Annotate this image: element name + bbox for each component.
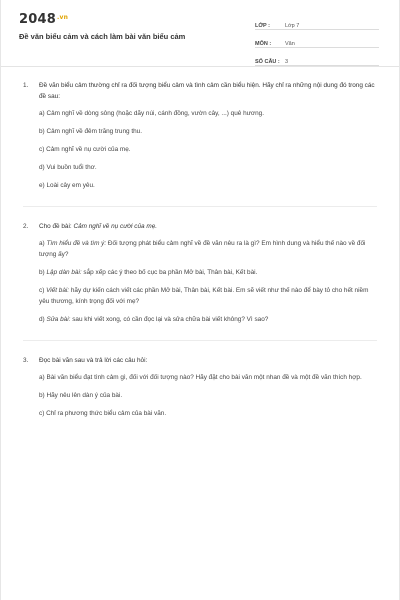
question-text-prefix: Cho đề bài: <box>39 223 74 230</box>
question-item: b) Hãy nêu lên dàn ý của bài. <box>39 392 123 399</box>
meta-label: LỚP : <box>255 23 270 29</box>
question-number: 3. <box>23 357 29 364</box>
question-item <box>39 267 377 278</box>
question-number: 2. <box>23 223 29 230</box>
meta-label: SỐ CÂU : <box>255 59 280 65</box>
item-text: sắp xếp các ý theo bố cục ba phần Mở bài, Thân bài, Kết bài. <box>81 269 258 276</box>
item-keyword: Viết bài: <box>46 287 70 294</box>
question-item: b) Cảm nghĩ về đêm trăng trung thu. <box>39 128 143 135</box>
question-3 <box>23 355 377 426</box>
logo-text: 2048 <box>19 12 56 27</box>
question-item <box>39 314 377 325</box>
header-divider <box>1 66 399 67</box>
item-prefix: c) <box>39 287 47 294</box>
question-text-topic: Cảm nghĩ về nụ cười của mẹ. <box>73 223 158 230</box>
question-item: c) Cảm nghĩ về nụ cười của mẹ. <box>39 146 131 153</box>
question-item: a) Cảm nghĩ về dòng sông (hoặc dãy núi, cánh đồng, vườn cây, ...) quê hương. <box>39 110 265 117</box>
question-number: 1. <box>23 82 29 89</box>
question-text <box>39 221 377 232</box>
question-body <box>39 355 377 426</box>
item-text: sau khi viết xong, có cần đọc lại và sửa chữa bài viết không? Vì sao? <box>70 316 269 323</box>
meta-panel <box>255 14 379 68</box>
document-title: Đề văn biểu cảm và cách làm bài văn biểu cảm <box>19 32 186 41</box>
meta-row-class <box>255 14 379 30</box>
question-2 <box>23 221 377 332</box>
item-keyword: Tìm hiểu đề và tìm ý: <box>46 240 107 247</box>
question-body <box>39 80 377 198</box>
question-1 <box>23 80 377 198</box>
question-text: Đọc bài văn sau và trả lời các câu hỏi: <box>39 357 148 364</box>
header <box>1 0 399 68</box>
item-prefix: a) <box>39 240 47 247</box>
item-prefix: d) <box>39 316 47 323</box>
meta-row-subject <box>255 32 379 48</box>
question-divider <box>23 206 377 207</box>
question-item: a) Bài văn biểu đạt tình cảm gì, đối với đối tượng nào? Hãy đặt cho bài văn một nhan đề và một đề văn thích hợp. <box>39 374 362 381</box>
meta-row-question-count <box>255 50 379 66</box>
question-body <box>39 221 377 332</box>
site-logo[interactable] <box>19 12 68 27</box>
logo-suffix: .vn <box>56 14 69 21</box>
item-keyword: Sửa bài: <box>46 316 71 323</box>
meta-label: MÔN : <box>255 41 272 47</box>
item-text: hãy dự kiến cách viết các phần Mở bài, Thân bài, Kết bài. Em sẽ viết như thế nào để bày tỏ cho hết niềm yêu thương, kính trọng đối với mẹ? <box>39 287 369 305</box>
meta-value: Lớp 7 <box>285 23 300 29</box>
meta-value: Văn <box>285 41 295 47</box>
question-list <box>23 80 377 434</box>
question-item: e) Loài cây em yêu. <box>39 182 95 189</box>
question-item <box>39 238 377 260</box>
question-item: c) Chỉ ra phương thức biểu cảm của bài văn. <box>39 410 167 417</box>
item-text: Đối tượng phát biểu cảm nghĩ về đề văn nêu ra là gì? Em hình dung và hiểu thế nào về đối tượng ấy? <box>39 240 366 258</box>
item-keyword: Lập dàn bài: <box>46 269 82 276</box>
question-divider <box>23 340 377 341</box>
question-item: d) Vui buồn tuổi thơ. <box>39 164 97 171</box>
question-item <box>39 285 377 307</box>
question-text: Đề văn biểu cảm thường chỉ ra đối tượng biểu cảm và tình cảm cần biểu hiện. Hãy chỉ ra những nội dung đó trong các đề sau: <box>39 82 375 100</box>
item-prefix: b) <box>39 269 47 276</box>
meta-value: 3 <box>285 59 289 65</box>
